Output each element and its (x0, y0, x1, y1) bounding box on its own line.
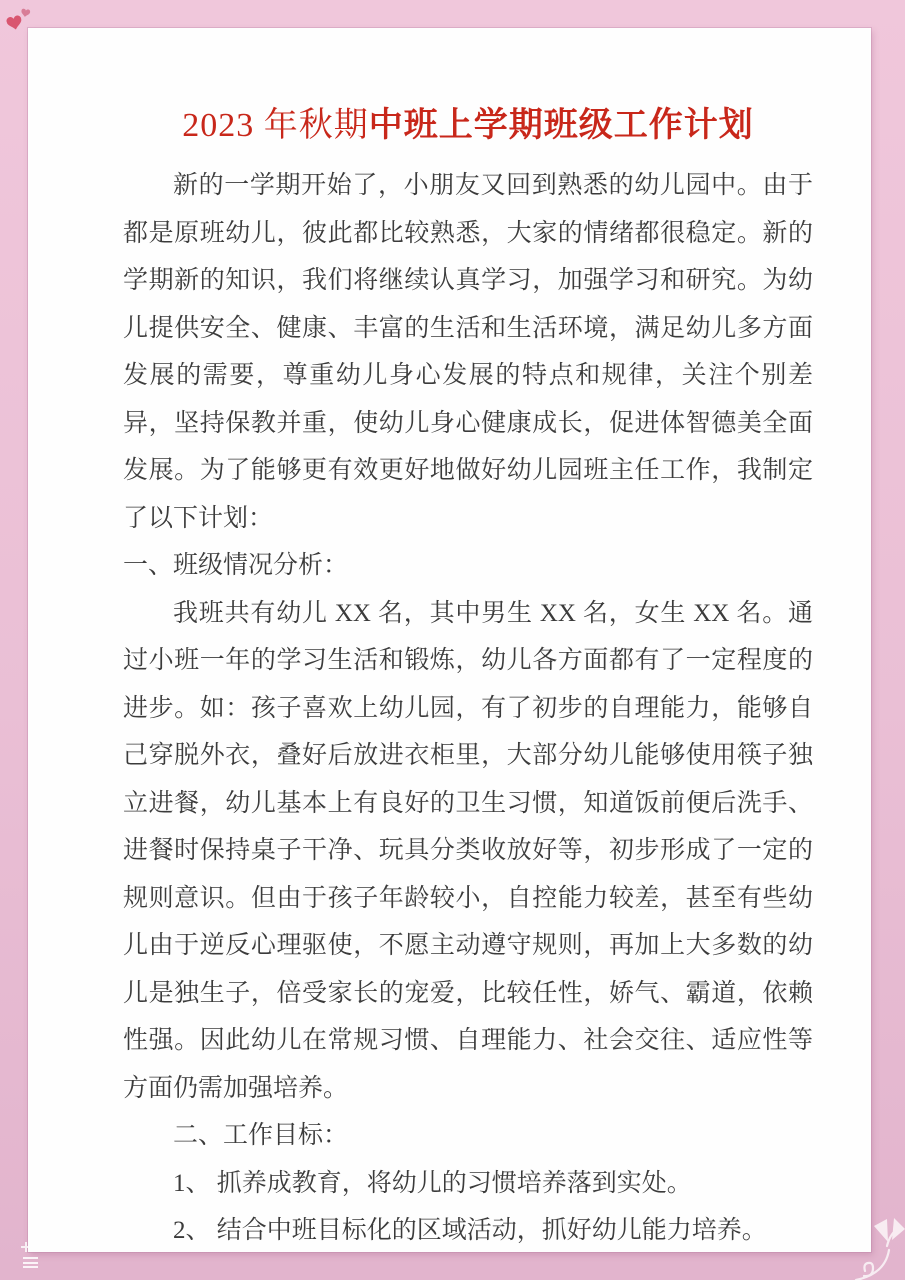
heart-small-icon (20, 8, 30, 17)
document-content (28, 28, 871, 1255)
page-title (123, 104, 813, 148)
intro-paragraph: 新的一学期开始了，小朋友又回到熟悉的幼儿园中。由于都是原班幼儿，彼此都比较熟悉，大家的情绪都很稳定。新的学期新的知识，我们将继续认真学习，加强学习和研究。为幼儿提供安全、健康、丰富的生活和生活环境，满足幼儿多方面发展的需要，尊重幼儿身心发展的特点和规律，关注个别差异，坚持保教并重，使幼儿身心健康成长，促进体智德美全面发展。为了能够更有效更好地做好幼儿园班主任工作，我制定了以下计划： (123, 172, 813, 532)
sparkle-icon (21, 1242, 31, 1252)
section-2-heading: 二、工作目标： (173, 1122, 349, 1149)
goal-item-2: 2、 结合中班目标化的区域活动，抓好幼儿能力培养。 (173, 1217, 767, 1244)
document-page (28, 28, 871, 1252)
menu-lines-icon (23, 1257, 38, 1271)
title-main: 中班上学期班级工作计划 (368, 107, 754, 144)
section-1-heading: 一、班级情况分析： (123, 552, 349, 579)
section-1-paragraph: 我班共有幼儿 XX 名，其中男生 XX 名，女生 XX 名。通过小班一年的学习生活和锻炼，幼儿各方面都有了一定程度的进步。如：孩子喜欢上幼儿园，有了初步的自理能力，能够自己穿脱外衣，叠好后放进衣柜里，大部分幼儿能够使用筷子独立进餐，幼儿基本上有良好的卫生习惯，知道饭前便后洗手、进餐时保持桌子干净、玩具分类收放好等，初步形成了一定的规则意识。但由于孩子年龄较小，自控能力较差，甚至有些幼儿由于逆反心理驱使，不愿主动遵守规则，再加上大多数的幼儿是独生子，倍受家长的宠爱，比较任性，娇气、霸道，依赖性强。因此幼儿在常规习惯、自理能力、社会交往、适应性等方面仍需加强培养。 (123, 599, 813, 1102)
title-year-prefix: 2023 年秋期 (182, 107, 369, 144)
heart-icon (6, 15, 24, 32)
butterfly-flourish-icon (842, 1206, 905, 1280)
document-body (123, 162, 813, 1255)
goal-item-1: 1、 抓养成教育，将幼儿的习惯培养落到实处。 (173, 1169, 692, 1197)
